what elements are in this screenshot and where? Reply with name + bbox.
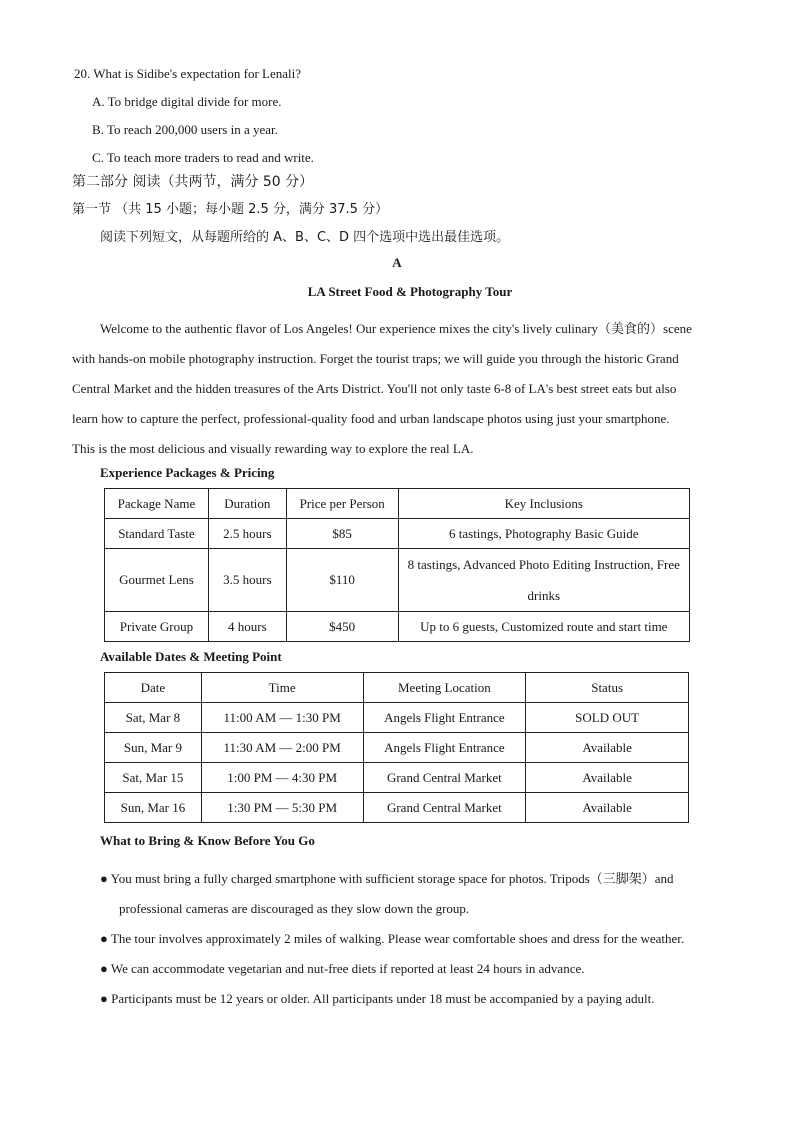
table-cell: $85 (286, 519, 398, 549)
question-20-option-c: C. To teach more traders to read and write. (92, 150, 314, 165)
table-row (105, 549, 690, 612)
table-header-cell: Time (201, 673, 363, 703)
list-item (100, 864, 730, 924)
table-cell: $450 (286, 612, 398, 642)
note-text: You must bring a fully charged smartphone with sufficient storage space for photos. Tripods（三脚架）and (110, 871, 674, 886)
table-cell: 11:00 AM — 1:30 PM (201, 703, 363, 733)
table-cell: 6 tastings, Photography Basic Guide (398, 519, 689, 549)
table-header-cell: Key Inclusions (398, 489, 689, 519)
reading-instruction: 阅读下列短文，从每题所给的 A、B、C、D 四个选项中选出最佳选项。 (100, 230, 510, 245)
table-cell: $110 (286, 549, 398, 612)
table-cell: 4 hours (208, 612, 286, 642)
section-one-title: 第一节 （共 15 小题；每小题 2.5 分，满分 37.5 分） (72, 202, 389, 217)
table-cell: Grand Central Market (363, 763, 526, 793)
list-item (100, 954, 730, 984)
table-cell: Sun, Mar 16 (105, 793, 202, 823)
table-cell: Private Group (105, 612, 209, 642)
table-header-row (105, 673, 689, 703)
table-cell: Gourmet Lens (105, 549, 209, 612)
table-header-cell: Date (105, 673, 202, 703)
note-text-continued: professional cameras are discouraged as they slow down the group. (119, 901, 470, 916)
status-cell: Available (526, 763, 689, 793)
intro-line: with hands-on mobile photography instruction. Forget the tourist traps; we will guide you through the historic Grand (72, 351, 679, 366)
table-row (105, 763, 689, 793)
table-header-cell: Package Name (105, 489, 209, 519)
table-row (105, 612, 690, 642)
table-cell: Angels Flight Entrance (363, 703, 526, 733)
note-text: We can accommodate vegetarian and nut-free diets if reported at least 24 hours in advance. (110, 961, 585, 976)
status-cell: SOLD OUT (526, 703, 689, 733)
table-header-cell: Meeting Location (363, 673, 526, 703)
intro-line: This is the most delicious and visually rewarding way to explore the real LA. (72, 441, 474, 456)
list-item (100, 984, 730, 1014)
table-cell: 11:30 AM — 2:00 PM (201, 733, 363, 763)
bullet-icon: ● (100, 931, 108, 946)
passage-title: LA Street Food & Photography Tour (307, 284, 513, 299)
table-cell: 1:30 PM — 5:30 PM (201, 793, 363, 823)
status-cell: Available (526, 793, 689, 823)
question-20-option-b: B. To reach 200,000 users in a year. (92, 122, 278, 137)
dates-heading: Available Dates & Meeting Point (100, 649, 282, 664)
passage-intro (72, 314, 728, 464)
table-cell: Angels Flight Entrance (363, 733, 526, 763)
table-header-cell: Duration (208, 489, 286, 519)
part-two-title: 第二部分 阅读（共两节，满分 50 分） (72, 174, 314, 190)
list-item (100, 924, 730, 954)
table-header-cell: Price per Person (286, 489, 398, 519)
packages-table (104, 488, 690, 642)
bullet-icon: ● (100, 961, 108, 976)
table-row (105, 733, 689, 763)
table-cell: 2.5 hours (208, 519, 286, 549)
intro-line: Central Market and the hidden treasures of the Arts District. You'll not only taste 6-8 of LA's best street eats but also (72, 381, 677, 396)
intro-line: Welcome to the authentic flavor of Los Angeles! Our experience mixes the city's lively culinary（美食的）scene (100, 321, 692, 336)
note-text: The tour involves approximately 2 miles of walking. Please wear comfortable shoes and dress for the weather. (110, 931, 685, 946)
question-20-option-a: A. To bridge digital divide for more. (92, 94, 282, 109)
table-cell: Sun, Mar 9 (105, 733, 202, 763)
table-cell: Standard Taste (105, 519, 209, 549)
table-row (105, 519, 690, 549)
passage-letter: A (392, 255, 402, 270)
question-20-stem: 20. What is Sidibe's expectation for Lenali? (74, 66, 302, 81)
table-cell: Sat, Mar 15 (105, 763, 202, 793)
notes-heading: What to Bring & Know Before You Go (100, 833, 315, 848)
table-header-cell: Status (526, 673, 689, 703)
table-cell: 8 tastings, Advanced Photo Editing Instruction, Free drinks (398, 549, 689, 612)
table-header-row (105, 489, 690, 519)
intro-line: learn how to capture the perfect, professional-quality food and urban landscape photos using just your smartphone. (72, 411, 670, 426)
bullet-icon: ● (100, 991, 108, 1006)
notes-list (100, 864, 730, 1014)
table-row (105, 703, 689, 733)
bullet-icon: ● (100, 871, 108, 886)
dates-table (104, 672, 689, 823)
table-row (105, 793, 689, 823)
table-cell: Up to 6 guests, Customized route and start time (398, 612, 689, 642)
table-cell: 3.5 hours (208, 549, 286, 612)
table-cell: Grand Central Market (363, 793, 526, 823)
table-cell: Sat, Mar 8 (105, 703, 202, 733)
note-text: Participants must be 12 years or older. All participants under 18 must be accompanied by a paying adult. (111, 991, 655, 1006)
table-cell: 1:00 PM — 4:30 PM (201, 763, 363, 793)
packages-heading: Experience Packages & Pricing (100, 465, 275, 480)
status-cell: Available (526, 733, 689, 763)
